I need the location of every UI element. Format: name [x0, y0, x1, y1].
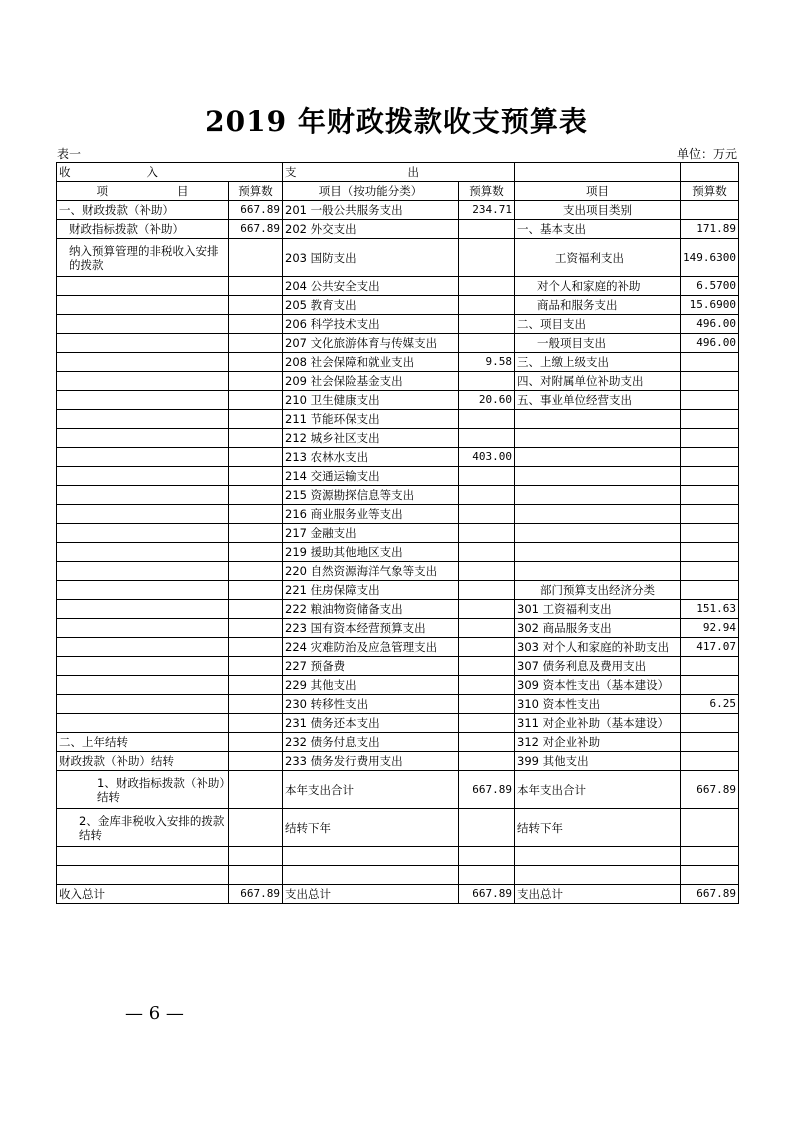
income-item-cell: 一、财政拨款（补助） — [57, 201, 229, 220]
function-item-cell: 本年支出合计 — [283, 771, 459, 809]
income-amount-cell — [229, 410, 283, 429]
income-item-cell — [57, 581, 229, 600]
project-amount-cell — [681, 657, 739, 676]
income-item-cell — [57, 353, 229, 372]
table-row — [57, 562, 739, 581]
function-amount-cell — [459, 657, 515, 676]
item-header: 项 目 — [57, 182, 229, 201]
project-amount-cell: 15.6900 — [681, 296, 739, 315]
function-item-cell: 230 转移性支出 — [283, 695, 459, 714]
function-item-cell: 210 卫生健康支出 — [283, 391, 459, 410]
budget-table — [56, 162, 739, 904]
function-item-cell: 215 资源勘探信息等支出 — [283, 486, 459, 505]
function-amount-cell — [459, 543, 515, 562]
table-row — [57, 391, 739, 410]
table-row — [57, 524, 739, 543]
project-amount-cell: 667.89 — [681, 771, 739, 809]
function-amount-cell: 20.60 — [459, 391, 515, 410]
income-item-cell — [57, 486, 229, 505]
income-amount-cell — [229, 391, 283, 410]
function-amount-cell — [459, 847, 515, 866]
project-item-cell: 三、上缴上级支出 — [515, 353, 681, 372]
table-row — [57, 600, 739, 619]
table-row — [57, 885, 739, 904]
function-amount-cell — [459, 695, 515, 714]
function-item-cell: 204 公共安全支出 — [283, 277, 459, 296]
project-amount-cell: 149.6300 — [681, 239, 739, 277]
project-amount-cell — [681, 391, 739, 410]
function-item-cell: 223 国有资本经营预算支出 — [283, 619, 459, 638]
project-amount-cell — [681, 524, 739, 543]
project-item-cell: 支出项目类别 — [515, 201, 681, 220]
project-amount-cell: 6.25 — [681, 695, 739, 714]
table-row — [57, 866, 739, 885]
income-amount-cell — [229, 752, 283, 771]
income-item-cell — [57, 410, 229, 429]
income-amount-cell — [229, 486, 283, 505]
project-item-cell: 302 商品服务支出 — [515, 619, 681, 638]
income-item-cell — [57, 334, 229, 353]
function-amount-cell: 667.89 — [459, 885, 515, 904]
income-item-cell: 1、财政指标拨款（补助）结转 — [57, 771, 229, 809]
project-amount-cell — [681, 581, 739, 600]
project-item-cell: 312 对企业补助 — [515, 733, 681, 752]
empty-header-cell — [515, 163, 681, 182]
project-item-cell — [515, 562, 681, 581]
project-item-cell — [515, 448, 681, 467]
income-item-cell — [57, 638, 229, 657]
project-amount-cell: 151.63 — [681, 600, 739, 619]
function-amount-cell — [459, 296, 515, 315]
function-amount-cell: 667.89 — [459, 771, 515, 809]
project-item-cell — [515, 524, 681, 543]
income-item-cell: 收入总计 — [57, 885, 229, 904]
function-item-cell: 219 援助其他地区支出 — [283, 543, 459, 562]
project-item-cell: 部门预算支出经济分类 — [515, 581, 681, 600]
project-amount-cell: 496.00 — [681, 334, 739, 353]
project-amount-cell — [681, 676, 739, 695]
project-item-cell — [515, 429, 681, 448]
project-amount-cell — [681, 752, 739, 771]
function-amount-cell — [459, 733, 515, 752]
project-item-cell: 二、项目支出 — [515, 315, 681, 334]
income-amount-cell — [229, 866, 283, 885]
income-item-cell — [57, 448, 229, 467]
project-amount-cell: 92.94 — [681, 619, 739, 638]
project-amount-cell — [681, 448, 739, 467]
function-amount-cell: 9.58 — [459, 353, 515, 372]
function-amount-cell — [459, 866, 515, 885]
project-item-cell: 工资福利支出 — [515, 239, 681, 277]
table-row — [57, 676, 739, 695]
table-row — [57, 372, 739, 391]
income-item-cell — [57, 277, 229, 296]
function-amount-cell — [459, 410, 515, 429]
function-amount-cell — [459, 714, 515, 733]
project-item-cell: 本年支出合计 — [515, 771, 681, 809]
function-item-cell: 结转下年 — [283, 809, 459, 847]
function-item-cell: 211 节能环保支出 — [283, 410, 459, 429]
function-amount-cell — [459, 505, 515, 524]
table-row — [57, 486, 739, 505]
page-number: — 6 — — [125, 1003, 184, 1024]
project-amount-cell — [681, 505, 739, 524]
function-amount-cell — [459, 619, 515, 638]
function-item-cell: 212 城乡社区支出 — [283, 429, 459, 448]
table-row — [57, 296, 739, 315]
table-row — [57, 201, 739, 220]
income-amount-cell — [229, 372, 283, 391]
income-amount-cell — [229, 448, 283, 467]
project-item-cell: 一般项目支出 — [515, 334, 681, 353]
function-item-cell: 227 预备费 — [283, 657, 459, 676]
income-amount-cell — [229, 619, 283, 638]
income-amount-cell — [229, 353, 283, 372]
function-item-cell: 209 社会保险基金支出 — [283, 372, 459, 391]
function-amount-cell — [459, 220, 515, 239]
income-amount-cell — [229, 847, 283, 866]
income-item-cell — [57, 467, 229, 486]
function-amount-cell — [459, 600, 515, 619]
income-amount-cell — [229, 676, 283, 695]
income-amount-cell — [229, 562, 283, 581]
project-amount-cell — [681, 847, 739, 866]
income-amount-cell — [229, 809, 283, 847]
income-item-cell — [57, 391, 229, 410]
income-amount-cell — [229, 657, 283, 676]
function-item-cell: 224 灾难防治及应急管理支出 — [283, 638, 459, 657]
project-amount-cell — [681, 486, 739, 505]
income-amount-cell — [229, 505, 283, 524]
table-row — [57, 714, 739, 733]
income-item-cell: 2、金库非税收入安排的拨款结转 — [57, 809, 229, 847]
project-amount-cell — [681, 714, 739, 733]
income-item-cell — [57, 657, 229, 676]
project-item-cell: 五、事业单位经营支出 — [515, 391, 681, 410]
function-item-cell: 206 科学技术支出 — [283, 315, 459, 334]
project-amount-cell — [681, 353, 739, 372]
project-amount-cell: 171.89 — [681, 220, 739, 239]
project-amount-cell — [681, 372, 739, 391]
table-row — [57, 695, 739, 714]
table-row — [57, 467, 739, 486]
function-item-cell: 213 农林水支出 — [283, 448, 459, 467]
project-amount-header: 预算数 — [681, 182, 739, 201]
table-row — [57, 334, 739, 353]
income-item-cell: 纳入预算管理的非税收入安排的拨款 — [57, 239, 229, 277]
table-row — [57, 410, 739, 429]
table-row — [57, 220, 739, 239]
project-amount-cell — [681, 866, 739, 885]
income-amount-cell — [229, 467, 283, 486]
income-item-cell — [57, 847, 229, 866]
table-row — [57, 581, 739, 600]
income-item-cell — [57, 676, 229, 695]
income-amount-cell — [229, 296, 283, 315]
table-row — [57, 353, 739, 372]
project-item-cell: 四、对附属单位补助支出 — [515, 372, 681, 391]
function-amount-cell — [459, 467, 515, 486]
table-row — [57, 847, 739, 866]
function-amount-cell — [459, 638, 515, 657]
page-title: 2019 年财政拨款收支预算表 — [205, 105, 588, 138]
income-item-cell — [57, 524, 229, 543]
function-amount-cell: 234.71 — [459, 201, 515, 220]
function-amount-cell — [459, 486, 515, 505]
project-item-cell — [515, 410, 681, 429]
income-item-cell — [57, 296, 229, 315]
project-amount-cell — [681, 543, 739, 562]
table-row — [57, 239, 739, 277]
project-amount-cell — [681, 467, 739, 486]
income-amount-cell — [229, 277, 283, 296]
table-row — [57, 543, 739, 562]
function-item-cell: 203 国防支出 — [283, 239, 459, 277]
function-item-cell: 208 社会保障和就业支出 — [283, 353, 459, 372]
table-row — [57, 277, 739, 296]
income-amount-cell — [229, 733, 283, 752]
table-row — [57, 429, 739, 448]
function-amount-cell — [459, 581, 515, 600]
func-item-header: 项目（按功能分类） — [283, 182, 459, 201]
income-amount-cell: 667.89 — [229, 201, 283, 220]
function-amount-cell — [459, 562, 515, 581]
income-amount-cell — [229, 714, 283, 733]
income-item-cell: 财政指标拨款（补助） — [57, 220, 229, 239]
project-item-cell — [515, 866, 681, 885]
table-row — [57, 657, 739, 676]
function-item-cell: 229 其他支出 — [283, 676, 459, 695]
project-item-cell: 311 对企业补助（基本建设） — [515, 714, 681, 733]
function-item-cell: 220 自然资源海洋气象等支出 — [283, 562, 459, 581]
project-item-cell: 对个人和家庭的补助 — [515, 277, 681, 296]
project-amount-cell — [681, 410, 739, 429]
table-row — [57, 505, 739, 524]
project-amount-cell — [681, 809, 739, 847]
function-item-cell: 222 粮油物资储备支出 — [283, 600, 459, 619]
project-amount-cell: 667.89 — [681, 885, 739, 904]
function-item-cell: 202 外交支出 — [283, 220, 459, 239]
table-row — [57, 752, 739, 771]
project-item-cell: 一、基本支出 — [515, 220, 681, 239]
income-item-cell — [57, 543, 229, 562]
project-item-cell: 399 其他支出 — [515, 752, 681, 771]
project-item-cell — [515, 486, 681, 505]
income-item-cell — [57, 714, 229, 733]
project-item-cell: 支出总计 — [515, 885, 681, 904]
income-amount-cell: 667.89 — [229, 220, 283, 239]
function-amount-cell — [459, 676, 515, 695]
table-row — [57, 771, 739, 809]
project-item-cell: 310 资本性支出 — [515, 695, 681, 714]
project-amount-cell — [681, 201, 739, 220]
function-amount-cell — [459, 809, 515, 847]
income-item-cell — [57, 619, 229, 638]
func-amount-header: 预算数 — [459, 182, 515, 201]
income-item-cell — [57, 866, 229, 885]
income-item-cell — [57, 315, 229, 334]
income-item-cell: 财政拨款（补助）结转 — [57, 752, 229, 771]
project-item-cell: 303 对个人和家庭的补助支出 — [515, 638, 681, 657]
table-row — [57, 733, 739, 752]
project-item-cell: 结转下年 — [515, 809, 681, 847]
income-item-cell — [57, 600, 229, 619]
income-amount-cell — [229, 600, 283, 619]
function-amount-cell — [459, 315, 515, 334]
project-amount-cell — [681, 733, 739, 752]
unit-label: 单位：万元 — [676, 147, 737, 161]
function-amount-cell — [459, 524, 515, 543]
function-amount-cell — [459, 239, 515, 277]
project-item-cell: 307 债务利息及费用支出 — [515, 657, 681, 676]
function-amount-cell — [459, 277, 515, 296]
project-item-cell — [515, 543, 681, 562]
table-row — [57, 619, 739, 638]
project-item-cell — [515, 847, 681, 866]
function-item-cell: 207 文化旅游体育与传媒支出 — [283, 334, 459, 353]
project-item-cell: 商品和服务支出 — [515, 296, 681, 315]
function-item-cell: 221 住房保障支出 — [283, 581, 459, 600]
income-amount-cell — [229, 315, 283, 334]
function-item-cell: 216 商业服务业等支出 — [283, 505, 459, 524]
function-amount-cell — [459, 372, 515, 391]
income-item-cell — [57, 505, 229, 524]
project-header: 项目 — [515, 182, 681, 201]
function-item-cell — [283, 866, 459, 885]
income-amount-cell — [229, 771, 283, 809]
function-item-cell: 231 债务还本支出 — [283, 714, 459, 733]
project-amount-cell — [681, 562, 739, 581]
amount-header: 预算数 — [229, 182, 283, 201]
project-item-cell — [515, 505, 681, 524]
income-item-cell — [57, 562, 229, 581]
income-amount-cell — [229, 429, 283, 448]
project-item-cell: 309 资本性支出（基本建设） — [515, 676, 681, 695]
function-item-cell: 201 一般公共服务支出 — [283, 201, 459, 220]
table-label: 表一 — [57, 147, 82, 161]
income-item-cell — [57, 372, 229, 391]
project-amount-cell: 6.5700 — [681, 277, 739, 296]
income-amount-cell — [229, 581, 283, 600]
function-amount-cell — [459, 334, 515, 353]
function-amount-cell — [459, 429, 515, 448]
table-row — [57, 638, 739, 657]
project-item-cell — [515, 467, 681, 486]
project-amount-cell: 417.07 — [681, 638, 739, 657]
function-item-cell — [283, 847, 459, 866]
table-row — [57, 448, 739, 467]
income-amount-cell — [229, 638, 283, 657]
project-amount-cell: 496.00 — [681, 315, 739, 334]
income-item-cell: 二、上年结转 — [57, 733, 229, 752]
income-amount-cell — [229, 524, 283, 543]
function-item-cell: 217 金融支出 — [283, 524, 459, 543]
function-item-cell: 支出总计 — [283, 885, 459, 904]
table-row — [57, 315, 739, 334]
income-item-cell — [57, 429, 229, 448]
income-amount-cell — [229, 543, 283, 562]
function-item-cell: 232 债务付息支出 — [283, 733, 459, 752]
empty-header-cell — [681, 163, 739, 182]
income-amount-cell: 667.89 — [229, 885, 283, 904]
header-row-1 — [57, 163, 739, 182]
header-row-2 — [57, 182, 739, 201]
income-amount-cell — [229, 695, 283, 714]
function-item-cell: 233 债务发行费用支出 — [283, 752, 459, 771]
expense-header: 支 出 — [283, 163, 515, 182]
function-amount-cell — [459, 752, 515, 771]
income-amount-cell — [229, 334, 283, 353]
project-amount-cell — [681, 429, 739, 448]
income-amount-cell — [229, 239, 283, 277]
table-row — [57, 809, 739, 847]
income-header: 收 入 — [57, 163, 283, 182]
function-item-cell: 214 交通运输支出 — [283, 467, 459, 486]
income-item-cell — [57, 695, 229, 714]
function-item-cell: 205 教育支出 — [283, 296, 459, 315]
function-amount-cell: 403.00 — [459, 448, 515, 467]
project-item-cell: 301 工资福利支出 — [515, 600, 681, 619]
